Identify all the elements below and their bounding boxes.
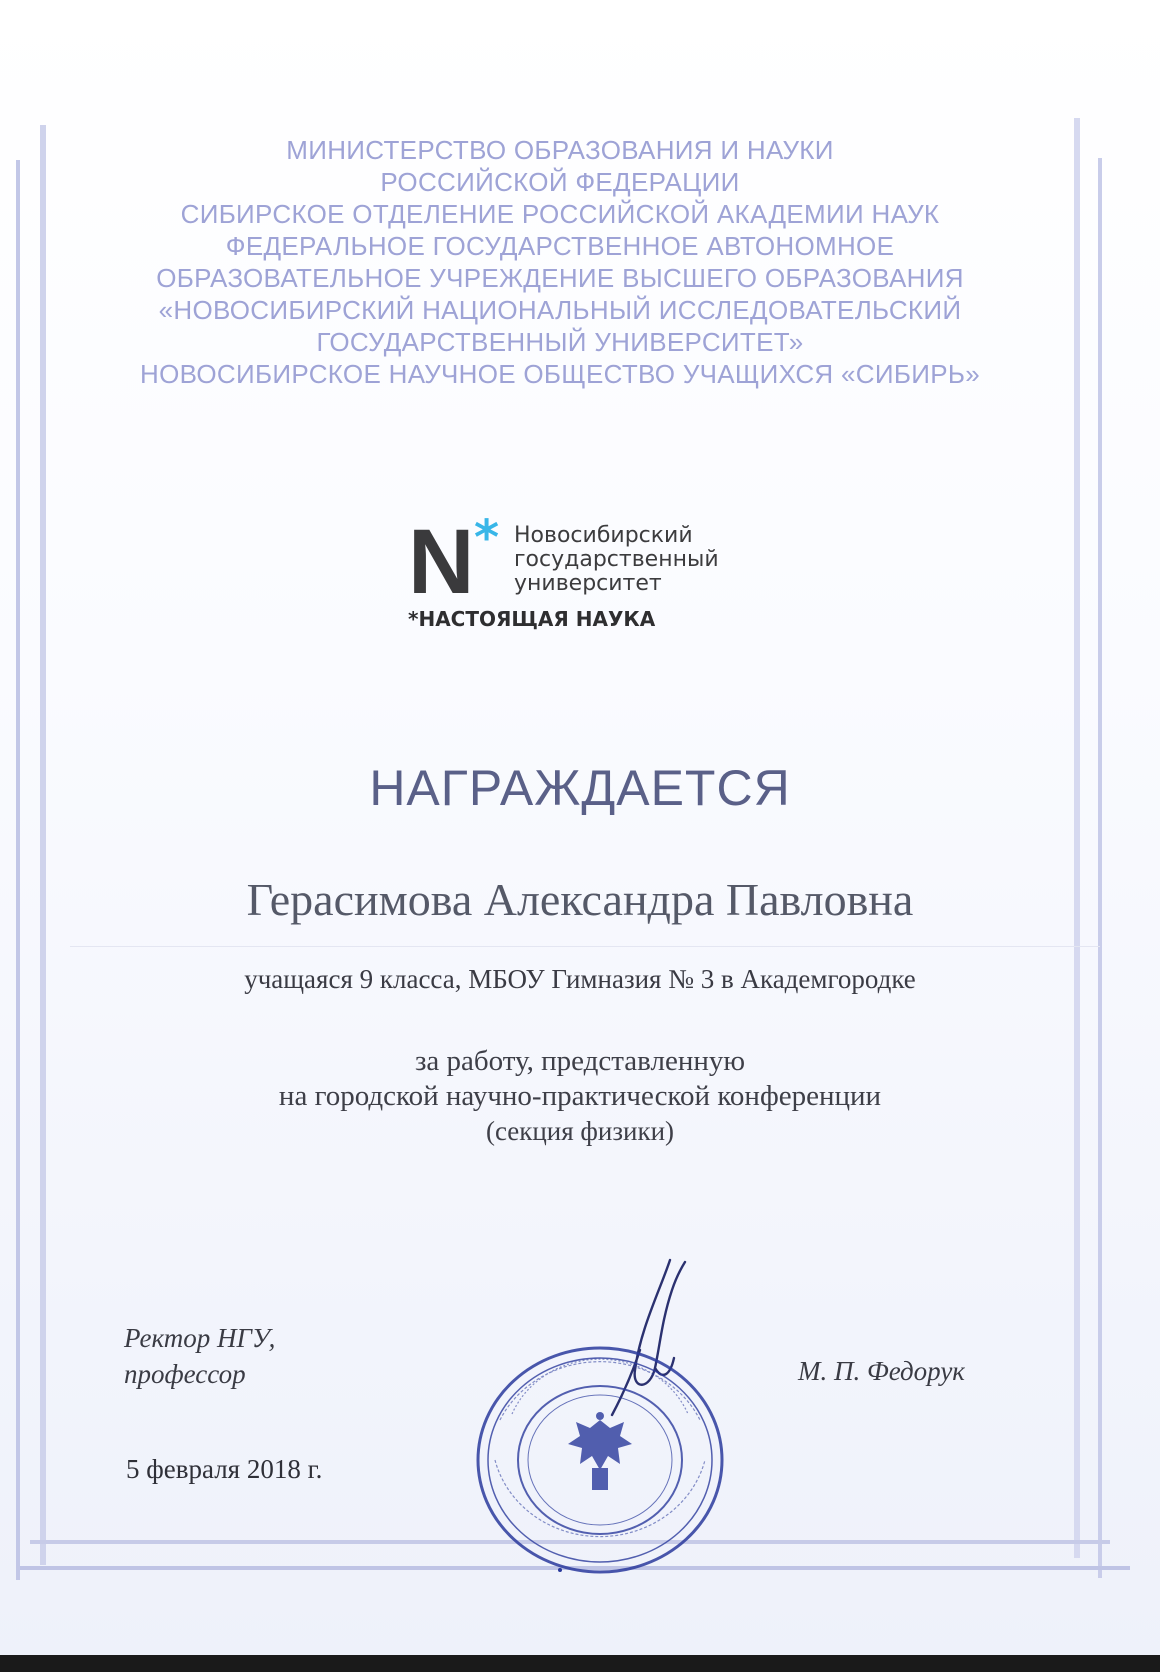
logo-name-line: государственный: [514, 547, 719, 572]
ngu-logo: [408, 510, 788, 640]
header-line: ФЕДЕРАЛЬНОЕ ГОСУДАРСТВЕННОЕ АВТОНОМНОЕ: [225, 231, 895, 261]
logo-star-icon: *: [474, 510, 500, 566]
scan-edge: [0, 1655, 1160, 1672]
awardee-name: Герасимова Александра Павловна: [246, 874, 914, 925]
official-seal-icon: [470, 1340, 730, 1580]
header-line: «НОВОСИБИРСКИЙ НАЦИОНАЛЬНЫЙ ИССЛЕДОВАТЕЛЬСКИЙ: [158, 295, 962, 325]
signatory-name: М. П. Федорук: [798, 1356, 965, 1386]
frame-line-left-outer: [40, 125, 46, 1565]
header-line: ОБРАЗОВАТЕЛЬНОЕ УЧРЕЖДЕНИЕ ВЫСШЕГО ОБРАЗОВАНИЯ: [156, 263, 964, 293]
logo-university-name: [514, 524, 719, 596]
header-line: МИНИСТЕРСТВО ОБРАЗОВАНИЯ И НАУКИ: [286, 135, 834, 165]
logo-slogan: *НАСТОЯЩАЯ НАУКА: [408, 607, 656, 631]
issuer-header: [60, 134, 1060, 390]
awardee-school: учащаяся 9 класса, МБОУ Гимназия № 3 в Академгородке: [244, 964, 916, 994]
header-line: СИБИРСКОЕ ОТДЕЛЕНИЕ РОССИЙСКОЙ АКАДЕМИИ НАУК: [180, 199, 940, 229]
frame-line-left-inner: [16, 160, 20, 1580]
header-line: РОССИЙСКОЙ ФЕДЕРАЦИИ: [380, 167, 740, 197]
header-line: ГОСУДАРСТВЕННЫЙ УНИВЕРСИТЕТ»: [316, 327, 804, 357]
award-reason: [0, 1044, 1160, 1149]
reason-line: на городской научно-практической конференции: [278, 1080, 882, 1112]
frame-line-right-inner: [1098, 158, 1102, 1578]
name-underline: [70, 946, 1100, 947]
logo-letter: N: [408, 511, 475, 613]
issue-date: 5 февраля 2018 г.: [126, 1454, 323, 1484]
reason-line: за работу, представленную: [414, 1045, 746, 1077]
logo-name-line: университет: [514, 571, 662, 596]
reason-section: (секция физики): [485, 1116, 675, 1146]
frame-line-right-outer: [1074, 118, 1080, 1558]
header-line: НОВОСИБИРСКОЕ НАУЧНОЕ ОБЩЕСТВО УЧАЩИХСЯ «СИБИРЬ»: [140, 359, 980, 389]
signatory-title: [124, 1320, 275, 1392]
logo-name-line: Новосибирский: [514, 523, 693, 548]
signatory-title-line: профессор: [124, 1359, 246, 1389]
award-title: НАГРАЖДАЕТСЯ: [369, 760, 791, 816]
signatory-title-line: Ректор НГУ,: [124, 1323, 276, 1353]
